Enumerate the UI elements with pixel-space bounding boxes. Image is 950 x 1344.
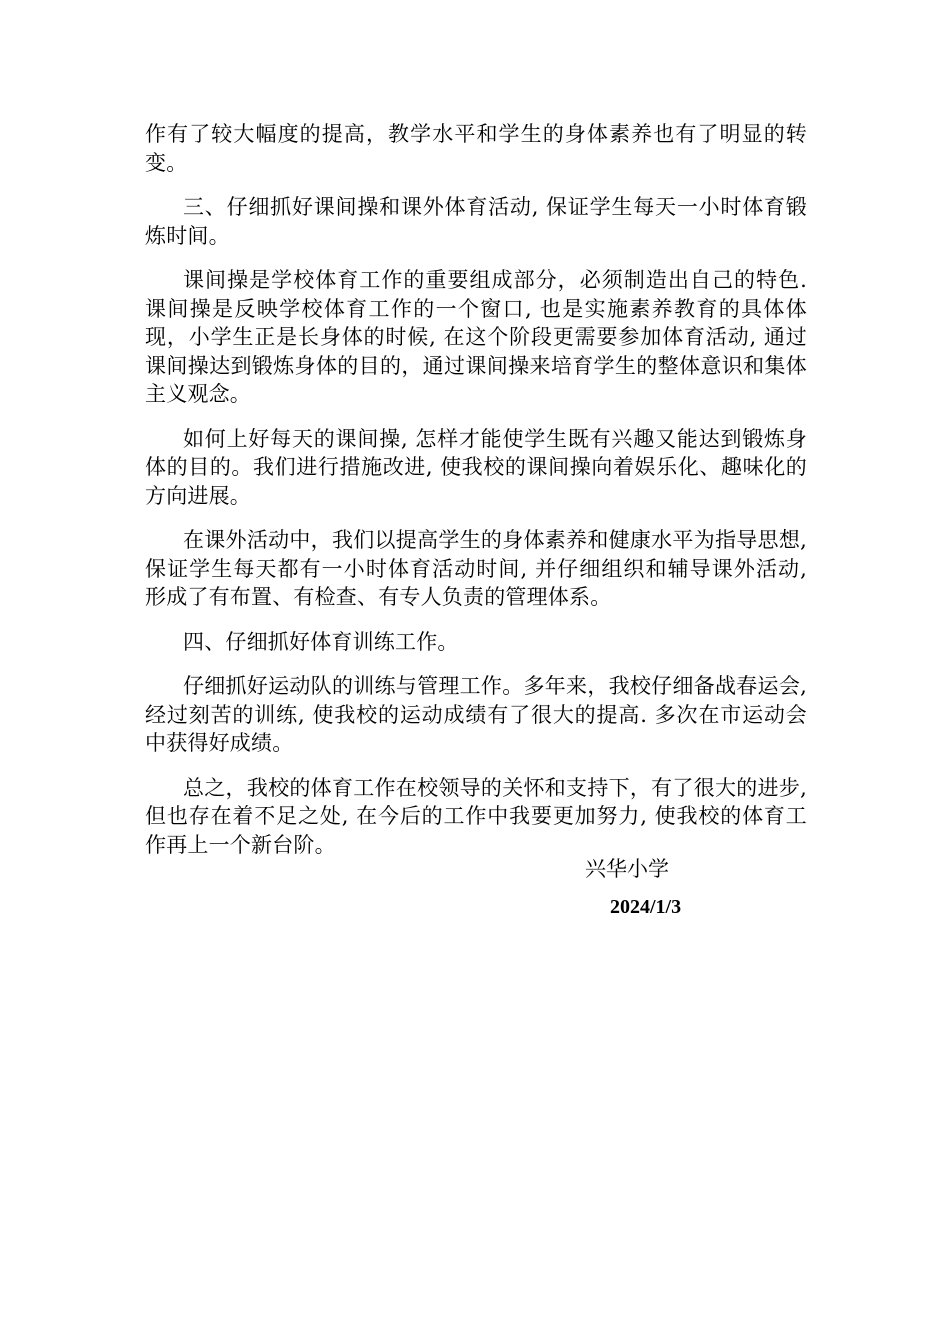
signature-date: 2024/1/3 (610, 896, 682, 918)
signature-school: 兴华小学 (585, 857, 669, 881)
paragraph-extracurricular: 在课外活动中，我们以提高学生的身体素养和健康水平为指导思想, 保证学生每天都有一小时体育活动时间, 并仔细组织和辅导课外活动, 形成了有布置、有检查、有专人负责的管理体系。 (145, 528, 807, 609)
paragraph-conclusion: 总之，我校的体育工作在校领导的关怀和支持下，有了很大的进步, 但也存在着不足之处, 在今后的工作中我要更加努力, 使我校的体育工作再上一个新台阶。 (145, 775, 807, 857)
section-heading-3: 三、仔细抓好课间操和课外体育活动, 保证学生每天一小时体育锻炼时间。 (145, 195, 807, 248)
document-body (145, 120, 807, 875)
section-heading-4: 四、仔细抓好体育训练工作。 (183, 629, 459, 654)
paragraph-continuation: 作有了较大幅度的提高，教学水平和学生的身体素养也有了明显的转变。 (145, 122, 807, 175)
paragraph-exercise: 课间操是学校体育工作的重要组成部分，必须制造出自己的特色. 课间操是反映学校体育工作的一个窗口, 也是实施素养教育的具体体现，小学生正是长身体的时候, 在这个阶段更需要参加体育活动, 通过课间操达到锻炼身体的目的，通过课间操来培育学生的整体意识和集体主义观念。 (145, 268, 807, 406)
paragraph-improvement: 如何上好每天的课间操, 怎样才能使学生既有兴趣又能达到锻炼身体的目的。我们进行措施改进, 使我校的课间操向着娱乐化、趣味化的方向进展。 (145, 426, 807, 508)
paragraph-training: 仔细抓好运动队的训练与管理工作。多年来，我校仔细备战春运会, 经过刻苦的训练, 使我校的运动成绩有了很大的提高. 多次在市运动会中获得好成绩。 (145, 674, 807, 755)
